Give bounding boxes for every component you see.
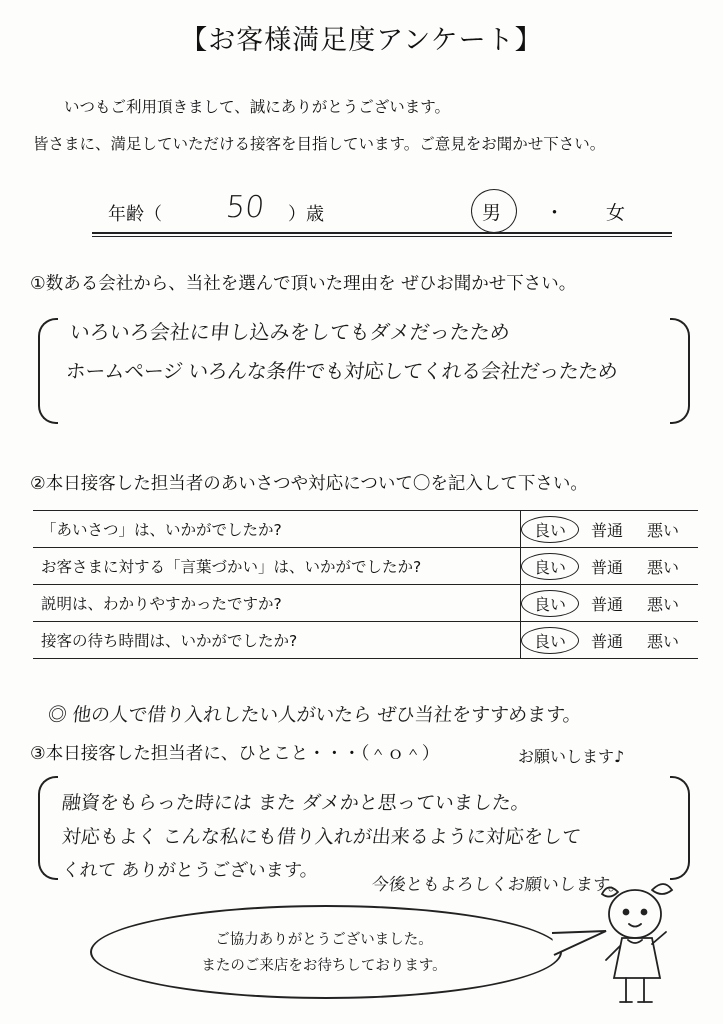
option-average[interactable]: 普通 [590, 631, 623, 651]
q2-handwritten-note[interactable]: ◎ 他の人で借り入れしたい人がいたら ぜひ当社をすすめます。 [46, 704, 583, 726]
mascot-bow-right [652, 884, 672, 894]
option-bad[interactable]: 悪い [646, 631, 679, 651]
q3-answer-line-2[interactable]: 対応もよく こんな私にも借り入れが出来るように対応をして [60, 826, 583, 848]
option-bad[interactable]: 悪い [646, 557, 679, 577]
mascot-bow-left [602, 887, 618, 896]
gender-male[interactable]: 男 [482, 202, 502, 224]
table-row [33, 585, 698, 622]
q1-answer-line-1[interactable]: いろいろ会社に申し込みをしてもダメだったため [68, 320, 512, 344]
thanks-speech-bubble [90, 905, 562, 999]
q1-bracket-right [670, 318, 690, 424]
age-label-before: 年齢（ [108, 204, 162, 225]
q3-answer-line-1[interactable]: 融資をもらった時には また ダメかと思っていました。 [60, 792, 532, 814]
row-options [521, 622, 699, 659]
table-row [33, 511, 698, 548]
q3-bracket-left [38, 776, 58, 880]
intro-line-2: 皆さまに、満足していただける接客を目指しています。ご意見をお聞かせ下さい。 [33, 135, 606, 153]
q3-bracket-right [670, 776, 690, 880]
option-good-selected[interactable]: 良い [521, 516, 579, 543]
option-average[interactable]: 普通 [590, 594, 623, 614]
q1-question: ①数ある会社から、当社を選んで頂いた理由を ぜひお聞かせ下さい。 [30, 274, 577, 294]
q3-question: ③本日接客した担当者に、ひとこと・・・（＾ｏ＾） [30, 744, 440, 764]
row-question: 「あいさつ」は、いかがでしたか? [33, 511, 521, 548]
row-options [521, 548, 699, 585]
option-good-selected[interactable]: 良い [521, 553, 579, 580]
option-average[interactable]: 普通 [590, 557, 623, 577]
row-question: お客さまに対する「言葉づかい」は、いかがでしたか? [33, 548, 521, 585]
profile-underline-bottom [92, 236, 672, 237]
age-label-after: ）歳 [288, 204, 324, 225]
row-question: 接客の待ち時間は、いかがでしたか? [33, 622, 521, 659]
option-bad[interactable]: 悪い [646, 520, 679, 540]
option-bad[interactable]: 悪い [646, 594, 679, 614]
q3-closing-note[interactable]: 今後ともよろしくお願いします。 [370, 875, 627, 895]
gender-female[interactable]: 女 [606, 202, 626, 224]
q2-question: ②本日接客した担当者のあいさつや対応について〇を記入して下さい。 [30, 474, 588, 494]
gender-separator: ・ [545, 202, 565, 224]
q3-request: お願いします♪ [518, 747, 625, 766]
intro-line-1: いつもご利用頂きまして、誠にありがとうございます。 [64, 98, 450, 116]
option-good-selected[interactable]: 良い [521, 590, 579, 617]
mascot-girl-illustration [590, 872, 690, 1012]
row-question: 説明は、わかりやすかったですか? [33, 585, 521, 622]
profile-underline-top [92, 232, 672, 234]
evaluation-table [33, 510, 698, 659]
table-row [33, 622, 698, 659]
row-options [521, 585, 699, 622]
age-value[interactable]: 50 [224, 190, 267, 225]
q3-answer-line-3[interactable]: くれて ありがとうございます。 [60, 860, 320, 881]
page-title: 【お客様満足度アンケート】 [180, 25, 543, 56]
option-average[interactable]: 普通 [590, 520, 623, 540]
option-good-selected[interactable]: 良い [521, 627, 579, 654]
q1-answer-line-2[interactable]: ホームページ いろんな条件でも対応してくれる会社だったため [64, 359, 619, 383]
table-row [33, 548, 698, 585]
q1-bracket-left [38, 318, 58, 424]
thanks-line-2: またのご来店をお待ちしております。 [201, 958, 447, 974]
row-options [521, 511, 699, 548]
thanks-line-1: ご協力ありがとうございました。 [215, 932, 433, 948]
